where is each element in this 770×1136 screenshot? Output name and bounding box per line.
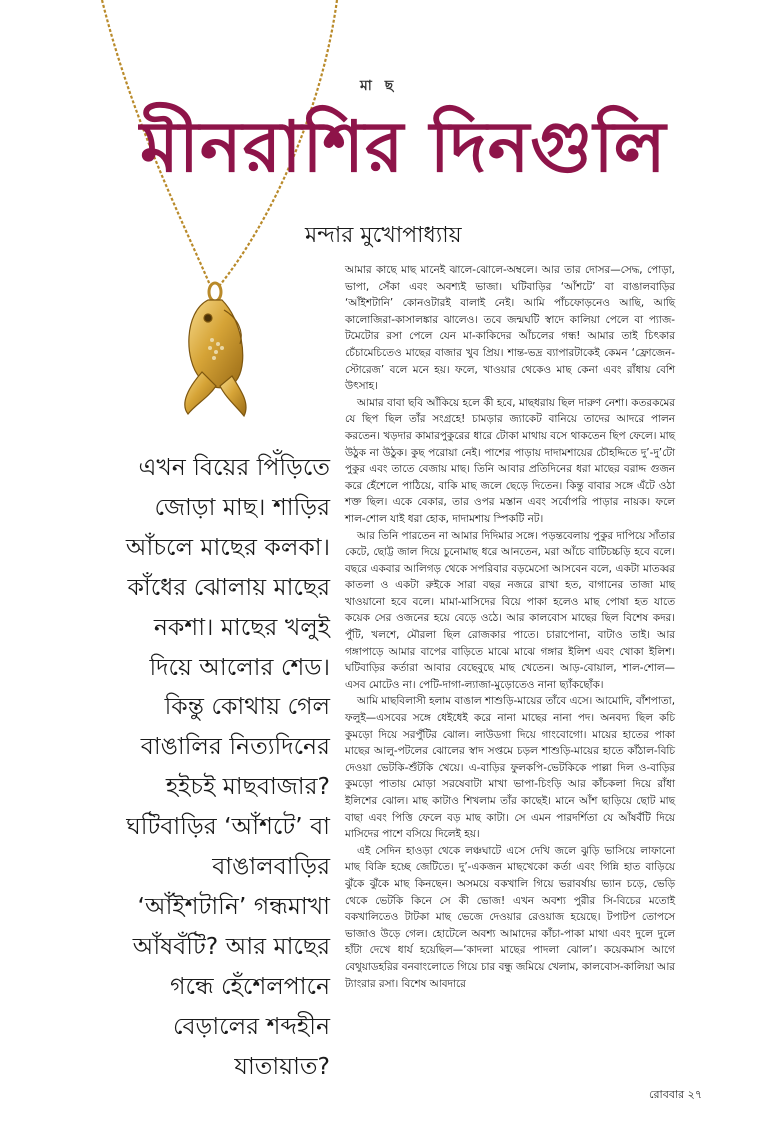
section-kicker: মা ছ: [360, 78, 398, 94]
article-paragraph: আর তিনি পারতেন না আমার দিদিমার সঙ্গে। পড়ন্তবেলায় পুকুর দাপিয়ে সাঁতার কেটে, ছোট্ট জাল দিয়ে চুনোমাছ ধরে আনতেন, মরা আঁচে বাটিচচ্চড়ি হবে বলে। বছরে একবার আলিগড় থেকে সপরিবার বড়মেসো আসবেন বলে, একটা মাতব্বর কাতলা ও একটা রুইকে সারা বছর নজরে রাখা হত, বাগানের তাজা মাছ খাওয়ানো হবে বলে। মামা-মাসিদের বিয়ে পাকা হলেও মাছ পোষা হত যাতে কয়েক সের ওজনের হয়ে বেড়ে ওঠে। আর কালবোস মাছের ছিল বিশেষ কদর। পুঁটি, খলশে, মৌরলা ছিল রোজকার পাতে। চারাপোনা, বাটাও তাই। আর গঙ্গাপাড়ে আমার বাপের বাড়িতে মাঝে মাঝে গঙ্গার ইলিশ এবং খোকা ইলিশ। ঘটিবাড়ির কর্তারা আবার বেছেবুছে মাছ খেতেন। আড়-বোয়াল, শাল-শোল—এসব মোটেও না। পেটি-দাগা-ল্যাজা-মুড়োতেও নানা ছ্যাঁকছোঁক।: [345, 529, 675, 691]
article-paragraph: আমার বাবা ছবি আঁকিয়ে হলে কী হবে, মাছধরায় ছিল দারুণ নেশা। কতরকমের যে ছিপ ছিল তাঁর সংগ্রহে! চামড়ার জ্যাকেট বানিয়ে তাদের আদরে পালন করতেন। খড়দার কামারপুকুরের ধারে টোকা মাথায় বসে থাকতেন ছিপ ফেলে। মাছ উঠুক না উঠুক। কুছ পরোয়া নেই। পাশের পাড়ায় দাদামশায়ের চৌহদ্দিতে দু’-দু’টো পুকুর এবং তাতে বেজায় মাছ। তিনি আবার প্রতিদিনের ধরা মাছের বরাদ্দ গুজন করে হেঁশেলে পাঠিয়ে, বাকি মাছ জলে ছেড়ে দিতেন। কিন্তু বাবার সঙ্গে এঁটে ওঠা শক্ত ছিল। একে বেকার, তার ওপর মস্তান এবং সর্বোপরি পাড়ার নায়ক। ফলে শাল-শোল যাই ধরা হোক, দাদামশায় স্পিকটি নট।: [345, 396, 675, 525]
pull-quote-line: কাঁধের ঝোলায় মাছের: [127, 572, 330, 601]
pull-quote-line: হইচই মাছবাজার?: [165, 772, 330, 801]
article-title: মীনরাশির দিনগুলি: [140, 106, 667, 188]
pull-quote-line: ‘আঁইশটানি’ গন্ধমাখা: [137, 891, 330, 920]
article-paragraph: আমার কাছে মাছ মানেই ঝালে-ঝোলে-অম্বলে। আর তার দোসর—সেদ্ধ, পোড়া, ভাপা, সেঁকা এবং অবশ্যই ভাজা। ঘটিবাড়ির ‘আঁশটে’ বা বাঙালবাড়ির ‘আঁইশটানি’ কোনওটারই বালাই নেই। আমি পাঁচফোড়নেও আছি, আছি কালোজিরা-কাসালঙ্কার ঝালেও। তবে জন্মঘটি স্বাদে কালিয়া পেলে বা প্যাজ-টমেটোর রসা পেলে যেন মা-কাকিদের আঁচলের গন্ধ! আমার তাই চিৎকার চেঁচামেচিতেও মাছের বাজার খুব প্রিয়। শান্ত-ভদ্র ব্যাপারটাকেই কেমন ‘ফ্রোজেন-স্টোরেজ’ বলে মনে হয়। ফলে, খাওয়ার থেকেও মাছ কেনা এবং রাঁধায় বেশি উৎসাহ।: [345, 264, 675, 393]
page-folio: রোববার ২৭: [649, 1088, 702, 1101]
pull-quote-line: বাঙালির নিত্যদিনের: [140, 732, 330, 761]
article-paragraph: এই সেদিন হাওড়া থেকে লঞ্চঘাটে এসে দেখি জলে ঝুড়ি ভাসিয়ে লাফানো মাছ বিক্রি হচ্ছে জেটিতে। দু’-একজন মাছখেকো কর্তা এবং গিন্নি হাত বাড়িয়ে ঝুঁকে ঝুঁকে মাছ কিনছেন। অসময়ে বকখালি গিয়ে ভরাবর্ষায় ভ্যান চড়ে, ভেড়ি থেকে ভেটকি কিনে সে কী ভোজ! এখন অবশ্য পুরীর সি-বিচের মতোই বকখালিতেও টাটকা মাছ ভেজে দেওয়ার রেওয়াজ হয়েছে। টপাটপ তোপসে ভাজাও উড়ে গেল। হোটেলে অবশ্য আমাদের কাঁচা-পাকা মাথা এবং দুলে দুলে হাঁটা দেখে ধার্য হয়েছিল—‘কাদলা মাছের পাদলা ঝোল’। কয়েকমাস আগে বেথুয়াডহরির বনবাংলোতে গিয়ে চার বন্ধু জমিয়ে খেলাম, কালবোস-কালিয়া আর ট্যাংরার রসা। বিশেষ আবদারে: [345, 844, 675, 990]
fish-pendant-icon: [92, 0, 342, 420]
article-paragraph: আমি মাছবিলাসী হলাম বাঙাল শাশুড়ি-মায়ের তাঁবে এসে। আমোদি, বাঁশপাতা, ফলুই—এসবের সঙ্গে ধেইধেই করে নানা মাছের নানা পদ। অনবদ্য ছিল কচি কুমড়ো দিয়ে সরপুঁটির ঝোল। লাউডগা দিয়ে গাংবোগো। মায়ের হাতের পাকা মাছের আলু-পটলের ঝোলের স্বাদ সপ্তমে চড়ল শাশুড়ি-মায়ের হাতে কাঁঠাল-বিচি দেওয়া ভেটকি-শুঁটকি খেয়ে। এ-বাড়ির ফুলকপি-ভেটকিকে পাল্লা দিল ও-বাড়ির কুমড়ো পাতায় মোড়া সরষেবাটা মাখা ভাপা-চিংড়ি আর কাঁচকলা দিয়ে রাঁধা ইলিশের ঝোল। মাছ কাটাও শিখলাম তাঁর কাছেই। মানে আঁশ ছাড়িয়ে ছোট মাছ বাছা এবং পিত্তি ফেলে বড় মাছ কাটা। সে এমন পারদর্শিতা যে আঁষবঁটি দিয়ে মাসিদের পাশে বসিয়ে দিলেই হয়।: [345, 695, 675, 841]
pull-quote-line: কিন্তু কোথায় গেল: [164, 692, 330, 721]
pull-quote-line: এখন বিয়ের পিঁড়িতে: [138, 453, 330, 481]
pull-quote-line: নকশা। মাছের খলুই: [153, 612, 330, 641]
article-body: [345, 262, 675, 992]
pull-quote-line: দিয়ে আলোর শেড।: [149, 652, 330, 681]
pull-quote-line: আঁচলে মাছের কলকা।: [125, 532, 330, 561]
pull-quote-line: আঁষবঁটি? আর মাছের: [132, 931, 330, 960]
pull-quote-line: ঘটিবাড়ির ‘আঁশটে’ বা: [126, 812, 330, 841]
pull-quote: [86, 448, 330, 1087]
pull-quote-line: জোড়া মাছ। শাড়ির: [154, 492, 330, 521]
pull-quote-line: বেড়ালের শব্দহীন: [172, 1011, 330, 1040]
fish-pendant: [185, 300, 246, 416]
pendant-bail: [209, 283, 221, 301]
pull-quote-line: বাঙালবাড়ির: [212, 852, 330, 881]
pull-quote-line: যাতায়াত?: [234, 1051, 330, 1080]
article-author: মন্দার মুখোপাধ্যায়: [305, 223, 462, 248]
pull-quote-line: গন্ধে হেঁশেলপানে: [170, 971, 330, 1000]
